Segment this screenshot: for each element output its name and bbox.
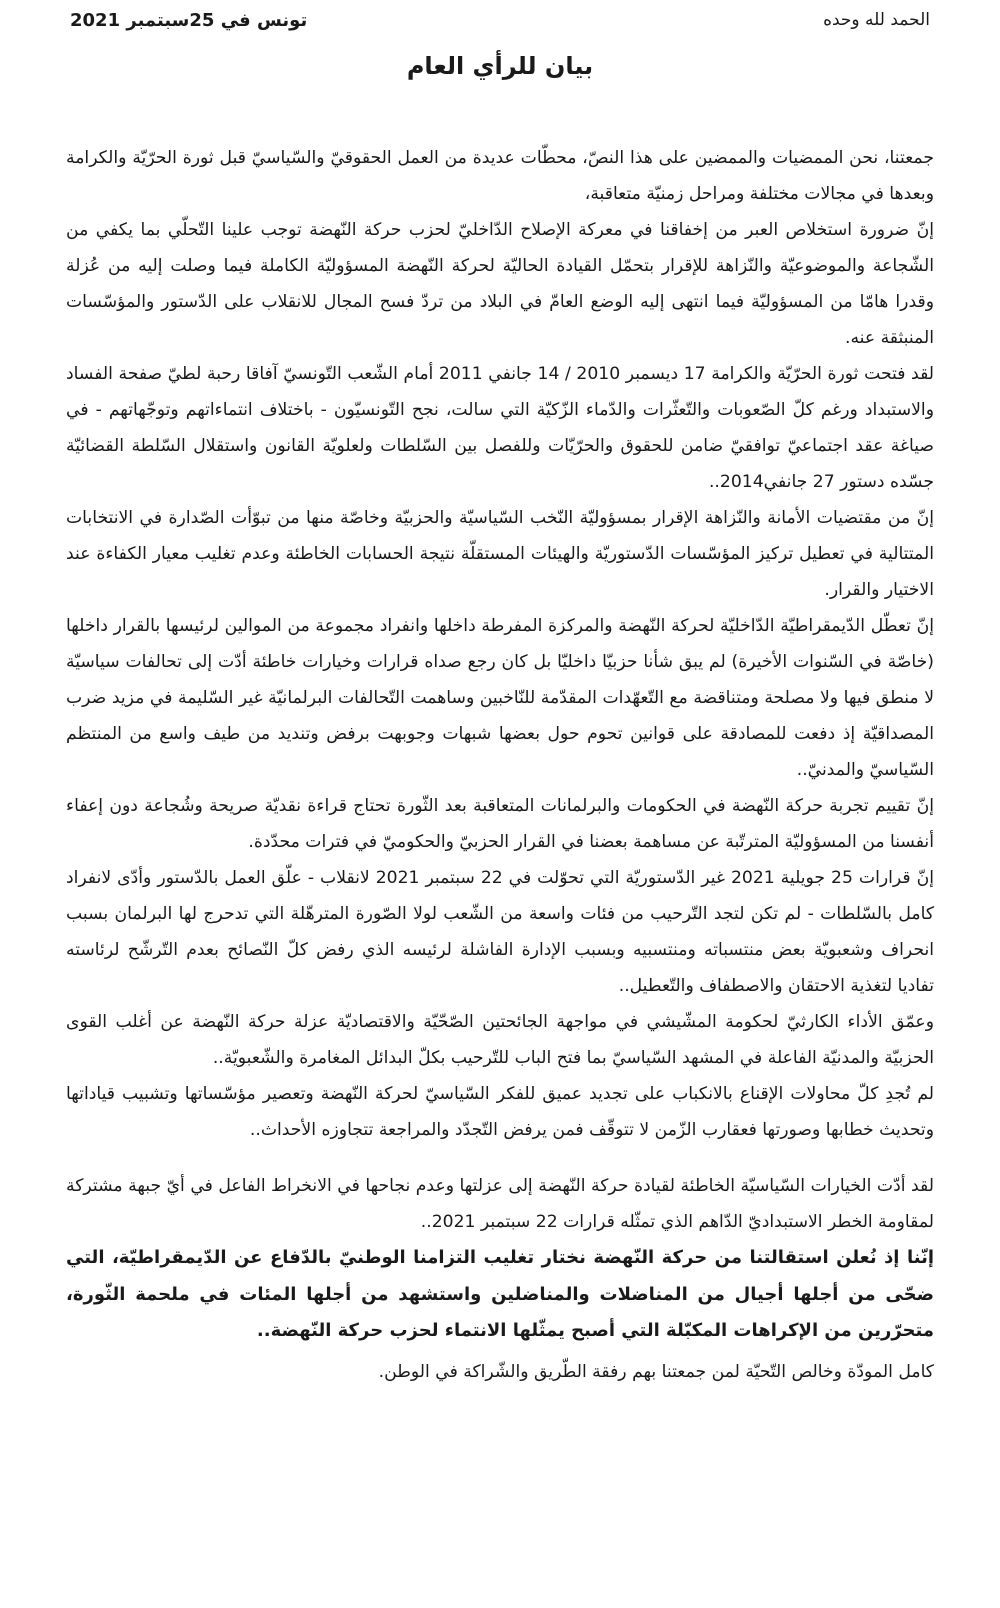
paragraph-8: وعمّق الأداء الكارثيّ لحكومة المشّيشي في مواجهة الجائحتين الصّحّيّة والاقتصاديّة عزلة حركة النّهضة عن أغلب القوى الحزبيّة والمدنيّة الفاعلة في المشهد السّياسيّ بما فتح الباب للتّرحيب بكلّ البدائل المغامرة والشّعبويّة..: [66, 1012, 934, 1068]
resignation-statement: إنّنا إذ نُعلن استقالتنا من حركة النّهضة نختار تغليب التزامنا الوطنيّ بالدّفاع عن الدّيمقراطيّة، التي ضحّى من أجلها أجيال من المناضلات والمناضلين واستشهد من أجلها المئات في ملحمة الثّورة، متحرّرين من الإكراهات المكبّلة التي أصبح يمثّلها الانتماء لحزب حركة النّهضة..: [66, 1247, 934, 1341]
paragraph-10: لقد أدّت الخيارات السّياسيّة الخاطئة لقيادة حركة النّهضة إلى عزلتها وعدم نجاحها في الانخراط الفاعل في أيّ جبهة مشتركة لمقاومة الخطر الاستبداديّ الدّاهم الذي تمثّله قرارات 22 سبتمبر 2021..: [66, 1176, 934, 1232]
header-invocation: الحمد لله وحده: [823, 10, 930, 30]
paragraph-6: إنّ تقييم تجربة حركة النّهضة في الحكومات والبرلمانات المتعاقبة بعد الثّورة تحتاج قراءة نقديّة صريحة وشُجاعة دون إعفاء أنفسنا من المسؤوليّة المترتّبة عن مساهمة بعضنا في القرار الحزبيّ والحكوميّ في فترات محدّدة.: [66, 796, 934, 852]
paragraph-3: لقد فتحت ثورة الحرّيّة والكرامة 17 ديسمبر 2010 / 14 جانفي 2011 أمام الشّعب التّونسيّ آفاقا رحبة لطيّ صفحة الفساد والاستبداد ورغم كلّ الصّعوبات والتّعثّرات والدّماء الزّكيّة التي سالت، نجح التّونسيّون - باختلاف انتماءاتهم وتوجّهاتهم - في صياغة عقد اجتماعيّ توافقيّ ضامن للحقوق والحرّيّات وللفصل بين السّلطات ولعلويّة القانون واستقلال السّلطة القضائيّة جسّده دستور 27 جانفي2014..: [66, 364, 934, 492]
paragraph-4: إنّ من مقتضيات الأمانة والنّزاهة الإقرار بمسؤوليّة النّخب السّياسيّة والحزبيّة وخاصّة منها من تبوّأت الصّدارة في الانتخابات المتتالية في تعطيل تركيز المؤسّسات الدّستوريّة والهيئات المستقلّة نتيجة الحسابات الخاطئة وعدم تغليب معيار الكفاءة عند الاختيار والقرار.: [66, 508, 934, 600]
paragraph-1: جمعتنا، نحن الممضيات والممضين على هذا النصّ، محطّات عديدة من العمل الحقوقيّ والسّياسيّ قبل ثورة الحرّيّة والكرامة وبعدها في مجالات مختلفة ومراحل زمنيّة متعاقبة،: [66, 148, 934, 204]
closing-line: كامل المودّة وخالص التّحيّة لمن جمعتنا بهم رفقة الطّريق والشّراكة في الوطن.: [378, 1361, 934, 1382]
paragraph-2: إنّ ضرورة استخلاص العبر من إخفاقنا في معركة الإصلاح الدّاخليّ لحزب حركة النّهضة توجب علينا التّحلّي بما يكفي من الشّجاعة والموضوعيّة والنّزاهة للإقرار بتحمّل القيادة الحاليّة لحركة النّهضة المسؤوليّة الكاملة فيما وصلت إليه من عُزلة وقدرا هامّا من المسؤوليّة فيما انتهى إليه الوضع العامّ في البلاد من تردّ فسح المجال للانقلاب على الدّستور والمؤسّسات المنبثقة عنه.: [66, 220, 934, 348]
header-date: تونس في 25سبتمبر 2021: [70, 10, 308, 31]
paragraph-9: لم تُجدِ كلّ محاولات الإقناع بالانكباب على تجديد عميق للفكر السّياسيّ لحركة النّهضة وتعصير مؤسّساتها وتشبيب قياداتها وتحديث خطابها وصورتها فعقارب الزّمن لا تتوقّف فمن يرفض التّجدّد والمراجعة تتجاوزه الأحداث..: [66, 1084, 934, 1140]
paragraph-5: إنّ تعطّل الدّيمقراطيّة الدّاخليّة لحركة النّهضة والمركزة المفرطة داخلها وانفراد مجموعة من الموالين لرئيسها بالقرار داخلها (خاصّة في السّنوات الأخيرة) لم يبق شأنا حزبيّا داخليّا بل كان رجع صداه قرارات وخيارات خاطئة أدّت إلى تحالفات سياسيّة لا منطق فيها ولا مصلحة ومتناقضة مع التّعهّدات المقدّمة للنّاخبين وساهمت التّحالفات البرلمانيّة غير السّليمة في مزيد ضرب المصداقيّة إذ دفعت للمصادقة على قوانين تحوم حول بعضها شبهات وجوبهت برفض وتنديد من طيف واسع من المنتظم السّياسيّ والمدنيّ..: [66, 616, 934, 780]
paragraph-7: إنّ قرارات 25 جويلية 2021 غير الدّستوريّة التي تحوّلت في 22 سبتمبر 2021 لانقلاب - علّق العمل بالدّستور وأدّى لانفراد كامل بالسّلطات - لم تكن لتجد التّرحيب من فئات واسعة من الشّعب لولا الصّورة المترهّلة التي تدحرج لها البرلمان بسبب انحراف وشعبويّة بعض منتسباته ومنتسبيه وبسبب الإدارة الفاشلة لرئيسه الذي رفض كلّ النّصائح بعدم التّرشّح لرئاسته تفاديا لتغذية الاحتقان والاصطفاف والتّعطيل..: [66, 868, 935, 996]
document-body: [66, 140, 934, 1390]
document-title: بيان للرأي العام: [406, 52, 594, 80]
